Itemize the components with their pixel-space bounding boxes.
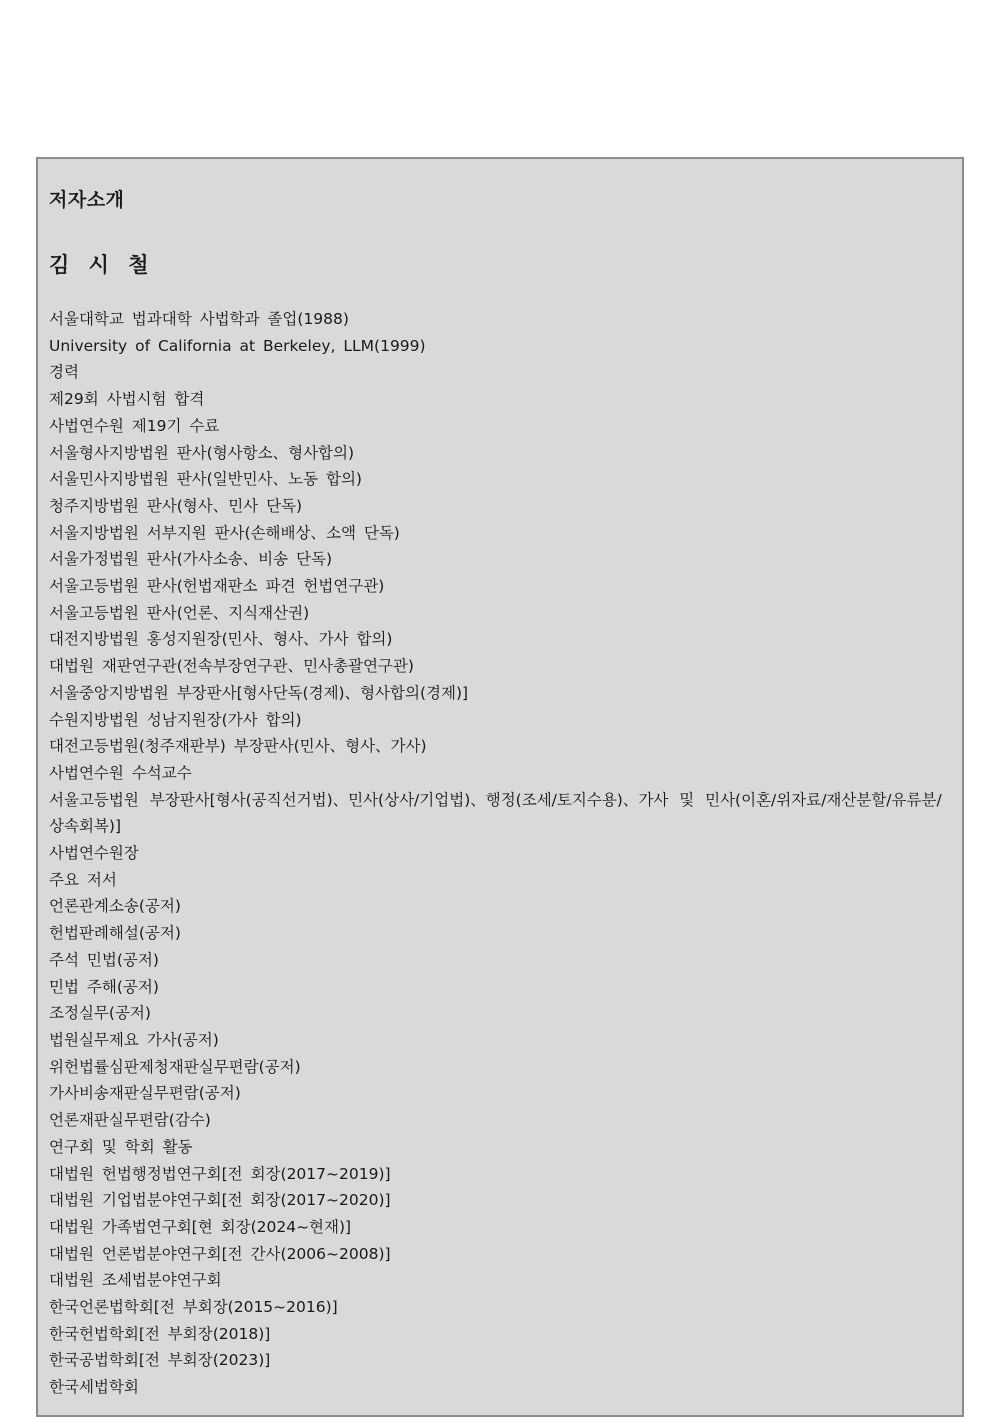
profile-line: 서울형사지방법원 판사(형사항소、형사합의) [49,443,355,462]
profile-line: 대법원 조세법분야연구회 [49,1271,222,1290]
profile-line: 대전지방법원 홍성지원장(민사、형사、가사 합의) [49,630,393,649]
profile-line: 서울가정법원 판사(가사소송、비송 단독) [49,550,333,569]
author-name: 김 시 철 [49,253,155,277]
profile-line: 위헌법률심판제청재판실무편람(공저) [49,1057,301,1076]
profile-line: University of California at Berkeley, LLM(1999) [49,336,426,355]
profile-line: 서울고등법원 판사(언론、지식재산권) [49,603,310,622]
profile-line: 언론관계소송(공저) [49,897,181,916]
profile-line: 대법원 언론법분야연구회[전 간사(2006~2008)] [49,1244,391,1263]
profile-line: 대법원 헌법행정법연구회[전 회장(2017~2019)] [49,1164,391,1183]
profile-line: 한국헌법학회[전 부회장(2018)] [49,1324,271,1343]
profile-line: 청주지방법원 판사(형사、민사 단독) [49,496,303,515]
author-intro-box [36,157,964,1417]
profile-line: 대전고등법원(청주재판부) 부장판사(민사、형사、가사) [49,737,427,756]
profile-line: 서울고등법원 부장판사[형사(공직선거법)、민사(상사/기업법)、행정(조세/토지수용)、가사 및 민사(이혼/위자료/재산분할/유류분/상속회복)] [49,790,942,836]
profile-line: 언론재판실무편람(감수) [49,1111,211,1130]
profile-line: 서울지방법원 서부지원 판사(손해배상、소액 단독) [49,523,400,542]
profile-line: 서울대학교 법과대학 사법학과 졸업(1988) [49,310,349,328]
author-profile-list [49,306,949,1401]
profile-line: 한국언론법학회[전 부회장(2015~2016)] [49,1298,338,1317]
profile-line: 주요 저서 [49,870,117,889]
profile-line: 수원지방법원 성남지원장(가사 합의) [49,710,302,729]
profile-line: 서울민사지방법원 판사(일반민사、노동 합의) [49,470,362,489]
section-title: 저자소개 [49,189,125,211]
profile-line: 한국세법학회 [49,1378,139,1397]
profile-line: 한국공법학회[전 부회장(2023)] [49,1351,271,1370]
profile-line: 가사비송재판실무편람(공저) [49,1084,241,1103]
profile-line: 제29회 사법시험 합격 [49,390,205,409]
profile-line: 연구회 및 학회 활동 [49,1137,193,1156]
profile-line: 대법원 가족법연구회[현 회장(2024~현재)] [49,1217,352,1236]
profile-line: 사법연수원장 [49,844,139,863]
profile-line: 주석 민법(공저) [49,950,159,969]
profile-line: 대법원 재판연구관(전속부장연구관、민사총괄연구관) [49,657,414,676]
profile-line: 헌법판례해설(공저) [49,924,181,943]
profile-line: 서울중앙지방법원 부장판사[형사단독(경제)、형사합의(경제)] [49,683,469,702]
profile-line: 대법원 기업법분야연구회[전 회장(2017~2020)] [49,1191,391,1210]
profile-line: 사법연수원 제19기 수료 [49,416,220,435]
profile-line: 조정실무(공저) [49,1004,151,1023]
profile-line: 서울고등법원 판사(헌법재판소 파견 헌법연구관) [49,577,385,596]
profile-line: 사법연수원 수석교수 [49,763,192,782]
profile-line: 경력 [49,363,79,382]
profile-line: 민법 주해(공저) [49,977,159,996]
profile-line: 법원실무제요 가사(공저) [49,1030,219,1049]
